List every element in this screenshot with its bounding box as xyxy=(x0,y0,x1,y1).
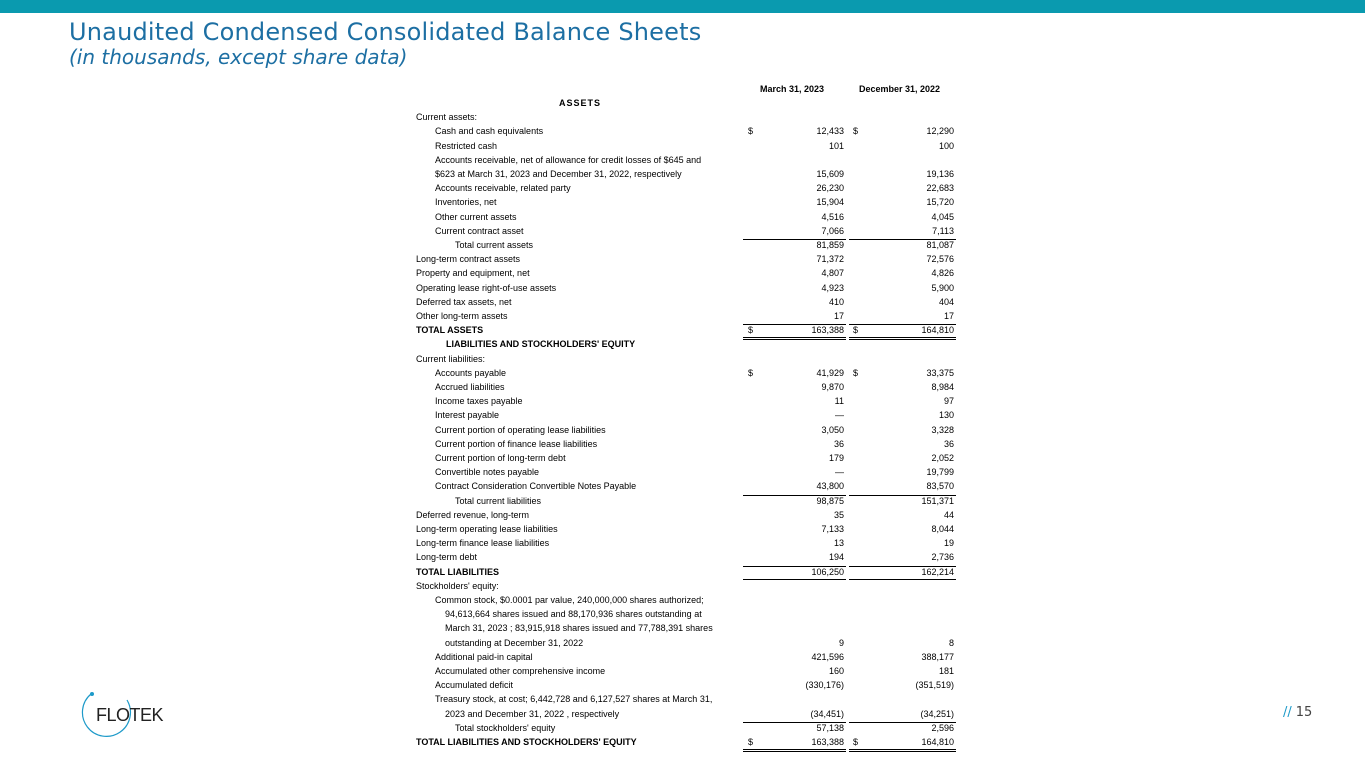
row-label: TOTAL LIABILITIES xyxy=(416,566,499,577)
table-row xyxy=(416,737,956,748)
table-row xyxy=(416,354,956,365)
table-row xyxy=(416,652,956,663)
row-label: LIABILITIES AND STOCKHOLDERS' EQUITY xyxy=(446,339,636,350)
row-label: $623 at March 31, 2023 and December 31, 2022, respectively xyxy=(435,169,682,179)
row-label: Other current assets xyxy=(435,211,517,222)
row-label: Current contract asset xyxy=(435,225,524,236)
total-rule xyxy=(849,495,956,496)
table-row xyxy=(416,425,956,436)
total-rule xyxy=(849,324,956,325)
value-december-2022: 2,736 xyxy=(931,552,954,563)
flotek-logo: FLOTEK xyxy=(96,705,164,725)
row-label: Inventories, net xyxy=(435,197,497,208)
row-label: outstanding at December 31, 2022 xyxy=(445,637,584,648)
value-december-2022: (351,519) xyxy=(915,680,954,691)
total-rule xyxy=(743,324,846,325)
value-december-2022: 19,799 xyxy=(926,467,954,478)
total-rule xyxy=(849,566,956,567)
value-december-2022: 19,136 xyxy=(926,169,954,179)
table-row xyxy=(416,538,956,549)
value-december-2022: 5,900 xyxy=(931,282,954,293)
row-label: Long-term operating lease liabilities xyxy=(416,524,558,534)
table-row xyxy=(416,481,956,492)
row-label: Property and equipment, net xyxy=(416,268,530,279)
value-december-2022: 100 xyxy=(938,140,954,151)
table-row xyxy=(416,254,956,265)
row-label: TOTAL ASSETS xyxy=(416,325,484,336)
value-december-2022: 15,720 xyxy=(926,197,954,208)
value-december-2022: (34,251) xyxy=(920,708,954,719)
currency-symbol: $ xyxy=(853,325,859,336)
table-row xyxy=(416,453,956,464)
value-march-2023: 9,870 xyxy=(821,382,844,392)
value-march-2023: 106,250 xyxy=(811,566,844,577)
row-label: Accounts receivable, related party xyxy=(435,183,571,194)
value-march-2023: 7,133 xyxy=(821,524,844,534)
value-december-2022: 12,290 xyxy=(926,126,954,137)
row-label: 2023 and December 31, 2022 , respectively xyxy=(445,708,620,719)
total-rule xyxy=(743,749,846,752)
value-december-2022: 151,371 xyxy=(921,495,954,506)
row-label: Accounts receivable, net of allowance for credit losses of $645 and xyxy=(435,154,702,165)
value-march-2023: 163,388 xyxy=(811,325,844,336)
currency-symbol: $ xyxy=(748,367,754,378)
value-march-2023: 17 xyxy=(833,311,844,321)
value-march-2023: 4,516 xyxy=(821,211,844,222)
row-label: Long-term contract assets xyxy=(416,254,521,265)
table-row xyxy=(416,197,956,208)
value-december-2022: 8,984 xyxy=(931,382,954,392)
value-december-2022: 8 xyxy=(948,637,954,648)
value-march-2023: 43,800 xyxy=(816,481,844,492)
row-label: Cash and cash equivalents xyxy=(435,126,544,137)
currency-symbol: $ xyxy=(748,737,754,747)
row-label: Current portion of long-term debt xyxy=(435,453,566,463)
value-march-2023: 13 xyxy=(833,538,844,549)
value-december-2022: 2,596 xyxy=(931,722,954,733)
row-label: Deferred tax assets, net xyxy=(416,296,512,307)
row-label: Accumulated deficit xyxy=(435,680,514,691)
column-header-march-2023: March 31, 2023 xyxy=(760,84,825,94)
table-row xyxy=(416,623,956,634)
table-row xyxy=(416,709,956,720)
table-row xyxy=(416,680,956,691)
row-label: Operating lease right-of-use assets xyxy=(416,282,557,293)
table-row xyxy=(416,268,956,279)
value-december-2022: 83,570 xyxy=(926,481,954,492)
table-row xyxy=(416,297,956,308)
page-number-prefix: // xyxy=(1283,705,1292,720)
row-label: Accumulated other comprehensive income xyxy=(435,666,606,676)
value-march-2023: 160 xyxy=(828,666,844,676)
table-row xyxy=(416,723,956,734)
table-row xyxy=(416,155,956,166)
row-label: TOTAL LIABILITIES AND STOCKHOLDERS' EQUITY xyxy=(416,737,637,747)
value-december-2022: 72,576 xyxy=(926,254,954,265)
row-label: Total stockholders' equity xyxy=(455,722,556,733)
total-rule xyxy=(849,749,956,752)
value-march-2023: 26,230 xyxy=(816,183,844,194)
value-march-2023: 194 xyxy=(828,552,844,563)
currency-symbol: $ xyxy=(748,126,754,137)
value-march-2023: 12,433 xyxy=(816,126,844,137)
currency-symbol: $ xyxy=(853,126,859,137)
total-rule xyxy=(849,579,956,580)
value-march-2023: 101 xyxy=(828,140,844,151)
value-march-2023: 15,609 xyxy=(816,169,844,179)
table-row xyxy=(416,552,956,563)
table-row xyxy=(416,368,956,379)
table-row xyxy=(416,467,956,478)
top-accent-bar xyxy=(0,0,1365,13)
row-label: Accounts payable xyxy=(435,367,507,378)
row-label: Long-term debt xyxy=(416,552,478,563)
row-label: ASSETS xyxy=(559,98,602,108)
table-row xyxy=(416,595,956,606)
row-label: Additional paid-in capital xyxy=(435,651,533,662)
column-header-december-2022: December 31, 2022 xyxy=(859,84,941,94)
total-rule xyxy=(849,722,956,723)
value-december-2022: 81,087 xyxy=(926,240,954,250)
row-label: Interest payable xyxy=(435,410,500,421)
table-row xyxy=(416,240,956,251)
value-december-2022: 164,810 xyxy=(921,737,954,747)
currency-symbol: $ xyxy=(853,737,859,747)
value-march-2023: 3,050 xyxy=(821,424,844,435)
value-march-2023: 9 xyxy=(838,637,844,648)
currency-symbol: $ xyxy=(748,325,754,336)
value-december-2022: 181 xyxy=(938,666,954,676)
table-row xyxy=(416,410,956,421)
value-december-2022: 8,044 xyxy=(931,524,954,534)
value-december-2022: 162,214 xyxy=(921,566,954,577)
value-december-2022: 44 xyxy=(943,509,954,520)
value-march-2023: — xyxy=(835,410,844,421)
row-label: 94,613,664 shares issued and 88,170,936 shares outstanding at xyxy=(445,609,702,620)
table-row xyxy=(416,496,956,507)
row-label: Deferred revenue, long-term xyxy=(416,509,530,520)
total-rule xyxy=(849,239,956,240)
table-row xyxy=(416,183,956,194)
currency-symbol: $ xyxy=(853,367,859,378)
table-row xyxy=(416,567,956,578)
table-row xyxy=(416,694,956,705)
row-label: Restricted cash xyxy=(435,140,498,151)
value-march-2023: 81,859 xyxy=(816,240,844,250)
table-row xyxy=(416,112,956,123)
value-december-2022: 4,045 xyxy=(931,211,954,222)
table-row xyxy=(416,382,956,393)
row-label: Convertible notes payable xyxy=(435,467,540,478)
value-december-2022: 33,375 xyxy=(926,367,954,378)
page-number xyxy=(1283,705,1312,720)
value-december-2022: 19 xyxy=(943,538,954,549)
row-label: Income taxes payable xyxy=(435,396,523,407)
table-row xyxy=(416,283,956,294)
row-label: Contract Consideration Convertible Notes Payable xyxy=(435,481,637,492)
total-rule xyxy=(743,566,846,567)
value-march-2023: 57,138 xyxy=(816,722,844,733)
table-row xyxy=(416,226,956,237)
total-rule xyxy=(743,495,846,496)
row-label: Treasury stock, at cost; 6,442,728 and 6,127,527 shares at March 31, xyxy=(435,694,713,705)
value-december-2022: 97 xyxy=(943,396,954,407)
value-december-2022: 4,826 xyxy=(931,268,954,279)
row-label: Total current liabilities xyxy=(455,495,542,506)
value-march-2023: 15,904 xyxy=(816,197,844,208)
value-march-2023: 35 xyxy=(833,509,844,520)
value-march-2023: 410 xyxy=(828,296,844,307)
page-title: Unaudited Condensed Consolidated Balance Sheets xyxy=(69,18,702,46)
row-label: Current liabilities: xyxy=(416,353,486,364)
table-row xyxy=(416,666,956,677)
row-label: Other long-term assets xyxy=(416,311,508,321)
page-number-value: 15 xyxy=(1295,705,1313,720)
table-row xyxy=(416,98,956,109)
value-december-2022: 7,113 xyxy=(932,225,954,236)
table-row xyxy=(416,638,956,649)
table-row xyxy=(416,325,956,336)
row-label: Current assets: xyxy=(416,112,478,123)
table-row xyxy=(416,396,956,407)
value-march-2023: 41,929 xyxy=(816,367,844,378)
row-label: Common stock, $0.0001 par value, 240,000,000 shares authorized; xyxy=(435,595,704,605)
value-march-2023: (34,451) xyxy=(810,708,844,719)
value-december-2022: 36 xyxy=(943,438,954,449)
value-march-2023: 36 xyxy=(833,438,844,449)
value-december-2022: 17 xyxy=(943,311,954,321)
table-row xyxy=(416,212,956,223)
table-row xyxy=(416,339,956,350)
table-row xyxy=(416,169,956,180)
row-label: Current portion of finance lease liabilities xyxy=(435,438,598,449)
value-march-2023: 7,066 xyxy=(821,225,844,236)
table-row xyxy=(416,141,956,152)
row-label: Current portion of operating lease liabilities xyxy=(435,424,606,435)
row-label: March 31, 2023 ; 83,915,918 shares issued and 77,788,391 shares xyxy=(445,623,713,634)
table-row xyxy=(416,609,956,620)
value-march-2023: 179 xyxy=(828,453,844,463)
value-march-2023: 163,388 xyxy=(811,737,844,747)
table-row xyxy=(416,581,956,592)
table-row xyxy=(416,311,956,322)
total-rule xyxy=(743,579,846,580)
row-label: Total current assets xyxy=(455,240,534,250)
value-march-2023: 98,875 xyxy=(816,495,844,506)
total-rule xyxy=(743,239,846,240)
value-december-2022: 22,683 xyxy=(926,183,954,194)
value-march-2023: (330,176) xyxy=(805,680,844,691)
value-march-2023: 4,807 xyxy=(821,268,844,279)
value-december-2022: 2,052 xyxy=(931,453,954,463)
table-row xyxy=(416,524,956,535)
value-december-2022: 3,328 xyxy=(931,424,954,435)
value-december-2022: 404 xyxy=(938,296,954,307)
row-label: Accrued liabilities xyxy=(435,382,505,392)
value-march-2023: 4,923 xyxy=(821,282,844,293)
value-december-2022: 388,177 xyxy=(921,651,954,662)
balance-sheet-table xyxy=(416,83,956,748)
page-subtitle: (in thousands, except share data) xyxy=(69,45,408,69)
value-march-2023: 421,596 xyxy=(811,651,844,662)
row-label: Stockholders' equity: xyxy=(416,580,499,591)
table-row xyxy=(416,439,956,450)
value-march-2023: — xyxy=(835,467,844,478)
table-row xyxy=(416,126,956,137)
value-march-2023: 71,372 xyxy=(816,254,844,265)
row-label: Long-term finance lease liabilities xyxy=(416,538,550,549)
value-december-2022: 164,810 xyxy=(921,325,954,336)
value-march-2023: 11 xyxy=(834,396,844,407)
table-row xyxy=(416,510,956,521)
total-rule xyxy=(743,722,846,723)
value-december-2022: 130 xyxy=(938,410,954,421)
